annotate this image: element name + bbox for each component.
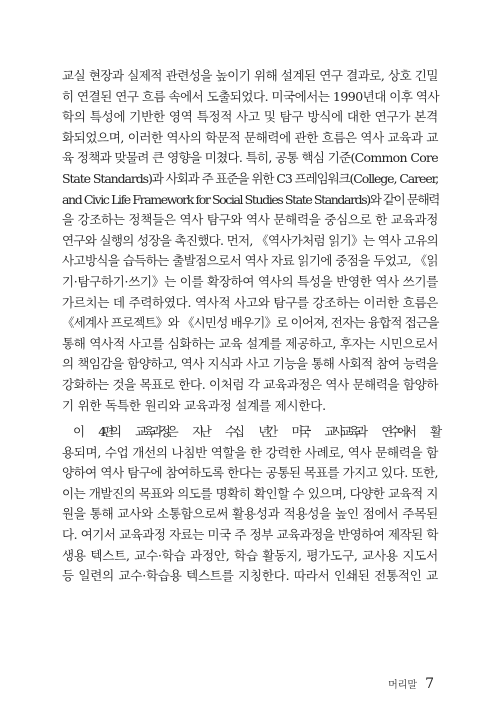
paragraph-1 — [62, 66, 438, 416]
text-line: 학의 특성에 기반한 영역 특정적 사고 및 탐구 방식에 대한 연구가 본격 — [62, 109, 438, 125]
text-line: 화되었으며, 이러한 역사의 학문적 문해력에 관한 흐름은 역사 교육과 교 — [62, 129, 438, 145]
text-line: 이 4편의 교육과정은 지난 수십 년간 미국 교사교육과 연수에서 활 — [73, 424, 438, 440]
text-line: 생용 텍스트, 교수·학습 과정안, 학습 활동지, 평가도구, 교사용 지도서 — [62, 547, 438, 563]
text-line: 의 책임감을 함양하고, 역사 지식과 사고 기능을 통해 사회적 참여 능력을 — [62, 356, 438, 372]
paragraph-2 — [62, 422, 438, 587]
text-line: 《세계사 프로젝트》와 《시민성 배우기》로 이어져, 전자는 융합적 접근을 — [62, 315, 439, 331]
text-line: 을 강조하는 정책들은 역사 탐구와 역사 문해력을 중심으로 한 교육과정 — [62, 212, 438, 228]
text-line: 육 정책과 맞물려 큰 영향을 미쳤다. 특히, 공통 핵심 기준(Common Core — [62, 150, 438, 166]
text-line: 등 일련의 교수·학습용 텍스트를 지칭한다. 따라서 인쇄된 전통적인 교 — [62, 568, 438, 584]
text-line: 연구와 실행의 성장을 촉진했다. 먼저, 《역사가처럼 읽기》는 역사 고유의 — [62, 232, 438, 248]
text-line: 통해 역사적 사고를 심화하는 교육 설계를 제공하고, 후자는 시민으로서 — [62, 335, 438, 351]
text-line: 히 연결된 연구 흐름 속에서 도출되었다. 미국에서는 1990년대 이후 역사 — [62, 88, 440, 104]
text-line: 기·탐구하기·쓰기》는 이를 확장하여 역사의 특성을 반영한 역사 쓰기를 — [62, 273, 438, 289]
text-line: 사고방식을 습득하는 출발점으로서 역사 자료 읽기에 중점을 두었고, 《읽 — [62, 253, 438, 269]
text-line: 이는 개발진의 목표와 의도를 명확히 확인할 수 있으며, 다양한 교육적 지 — [62, 485, 438, 501]
text-line: 양하여 역사 탐구에 참여하도록 한다는 공통된 목표를 가지고 있다. 또한, — [62, 465, 438, 481]
text-line: and Civic Life Framework for Social Studies State Standards)와 같이 문해력 — [62, 191, 439, 207]
text-line: State Standards)과 사회과 주 표준을 위한 C3 프레임워크(College, Career, — [62, 170, 438, 186]
text-line: 원을 통해 교사와 소통함으로써 활용성과 적용성을 높인 점에서 주목된 — [62, 506, 438, 522]
page-footer — [388, 676, 434, 692]
text-line: 교실 현장과 실제적 관련성을 높이기 위해 설계된 연구 결과로, 상호 긴밀 — [62, 68, 438, 83]
text-line: 강화하는 것을 목표로 한다. 이처럼 각 교육과정은 역사 문해력을 함양하 — [62, 376, 438, 392]
running-footer-section: 머리말 — [388, 680, 418, 691]
text-line: 다. 여기서 교육과정 자료는 미국 주 정부 교육과정을 반영하여 제작된 학 — [62, 527, 438, 543]
text-line: 기 위한 독특한 원리와 교육과정 설계를 제시한다. — [62, 397, 326, 413]
text-line: 가르치는 데 주력하였다. 역사적 사고와 탐구를 강조하는 이러한 흐름은 — [62, 294, 438, 310]
page-number: 7 — [425, 676, 434, 692]
text-line: 용되며, 수업 개선의 나침반 역할을 한 강력한 사례로, 역사 문해력을 함 — [62, 444, 438, 460]
body-text — [62, 66, 438, 587]
